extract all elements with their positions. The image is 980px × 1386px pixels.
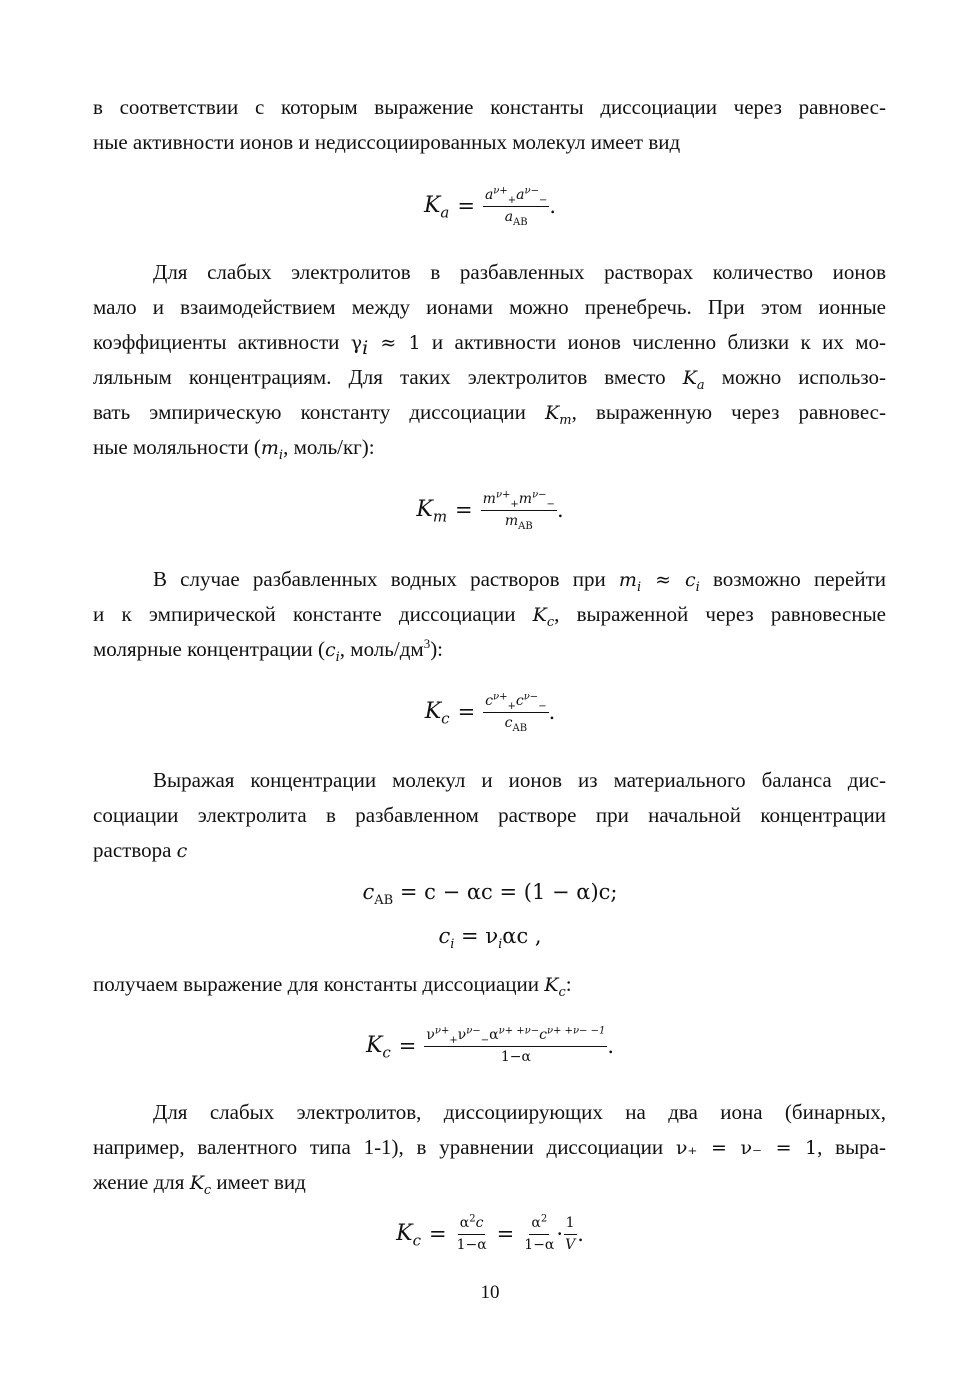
formula-kc-binary: $K_c$ = $\frac{\alpha^2c}{1-\alpha}$ = $\frac{\alpha^2}{1-\alpha}$ · $\frac{1}{V}$ .	[396, 1213, 584, 1253]
text-line: получаем выражение для константы диссоциации $K_c$:	[93, 972, 572, 1000]
formula-km: $K_m$ = $\frac{m^{\nu+}_+m^{\nu-}_-}{m_{AB}}$ .	[416, 489, 564, 532]
text-line: ные моляльности ($m_i$, моль/кг):	[93, 435, 375, 463]
text-line: В случае разбавленных водных растворов при $m_i \approx c_i$ возможно перейти	[153, 567, 886, 595]
text-line: раствора c	[93, 838, 188, 862]
text-line: например, валентного типа 1-1), в уравнении диссоциации ν₊ = ν₋ = 1, выра-	[93, 1135, 886, 1159]
text-line: Для слабых электролитов в разбавленных растворах количество ионов	[153, 260, 886, 284]
text-line: мало и взаимодействием между ионами можно пренебречь. При этом ионные	[93, 295, 886, 319]
text-line: в соответствии с которым выражение константы диссоциации через равновес-	[93, 95, 886, 119]
text-line: вать эмпирическую константу диссоциации $K_m$, выраженную через равновес-	[93, 400, 886, 428]
page-number: 10	[480, 1282, 500, 1303]
formula-kc-full: $K_c$ = $\frac{\nu^{\nu+}_+\nu^{\nu-}_-\alpha^{\nu+ +\nu-}c^{\nu+ +\nu- -1}}{1-\alpha}$ .	[365, 1025, 615, 1065]
equation-c-ab: $c_{AB} = c - \alpha c = (1 - \alpha)c$;	[362, 880, 618, 909]
formula-kc: $K_c$ = $\frac{c^{\nu+}_+c^{\nu-}_-}{c_{AB}}$ .	[424, 691, 556, 734]
text-line: ляльным концентрациям. Для таких электролитов вместо $K_a$ можно использо-	[93, 365, 886, 393]
text-line: жение для $K_c$ имеет вид	[93, 1170, 306, 1198]
text-line: коэффициенты активности $\gamma_i \approx 1$ и активности ионов численно близки к их мо-	[93, 330, 886, 359]
text-line: ные активности ионов и недиссоциированных молекул имеет вид	[93, 130, 681, 154]
formula-ka: $K_a$ = $\frac{a^{\nu+}_+a^{\nu-}_-}{a_{AB}}$ .	[423, 185, 557, 228]
text-line: молярные концентрации ($c_i$, моль/$дм^3$):	[93, 636, 444, 665]
text-line: Выражая концентрации молекул и ионов из материального баланса дис-	[153, 768, 886, 792]
text-line: социации электролита в разбавленном растворе при начальной концентрации	[93, 803, 886, 827]
equation-c-i: $c_i = \nu_i\alpha c$ ,	[438, 924, 542, 953]
text-line: и к эмпирической константе диссоциации $K_c$, выраженной через равновесные	[93, 602, 886, 630]
text-line: Для слабых электролитов, диссоциирующих на два иона (бинарных,	[153, 1100, 886, 1124]
